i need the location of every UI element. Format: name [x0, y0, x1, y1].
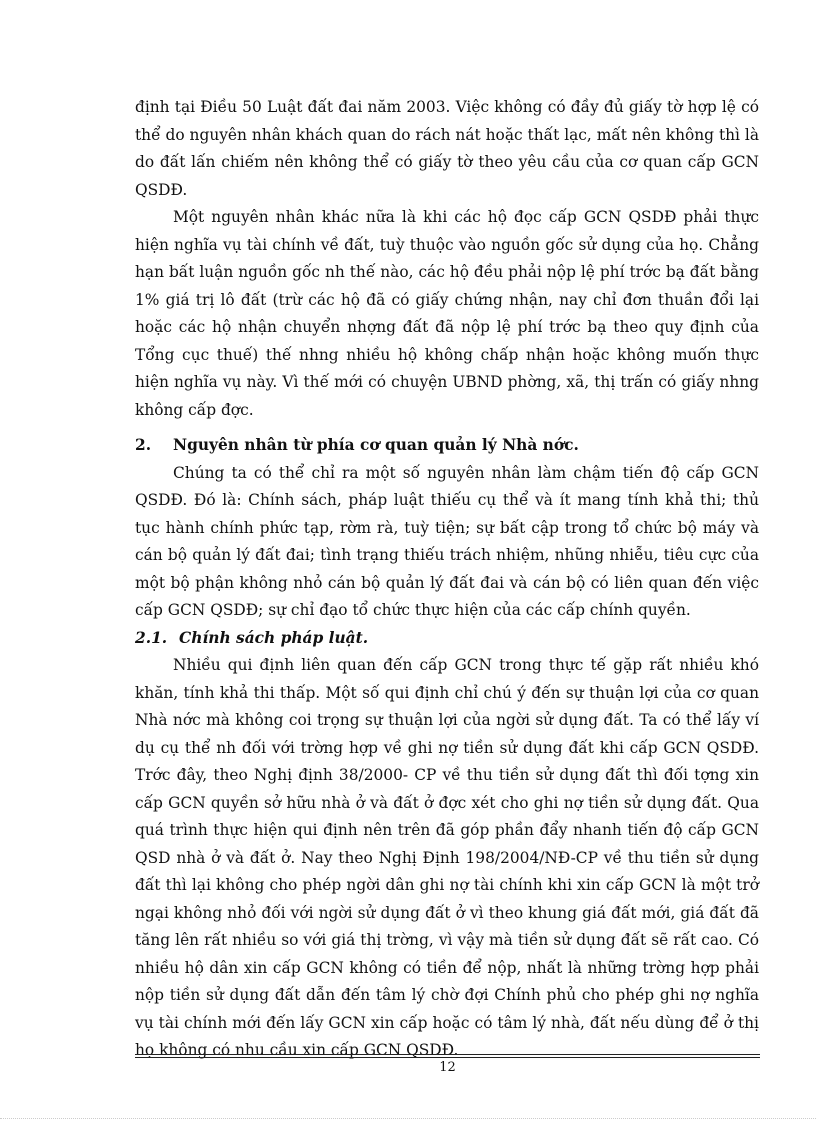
- paragraph-state-causes: Chúng ta có thể chỉ ra một số nguyên nhân làm chậm tiến độ cấp GCN QSDĐ. Đó là: Chính sách, pháp luật thiếu cụ thể và ít mang tính khả thi; thủ tục hành chính phức tạp, rờm rà, tuỳ tiện; sự bất cập trong tổ chức bộ máy và cán bộ quản lý đất đai; tình trạng thiếu trách nhiệm, nhũng nhiễu, tiêu cực của một bộ phận không nhỏ cán bộ quản lý đất đai và cán bộ có liên quan đến việc cấp GCN QSDĐ; sự chỉ đạo tổ chức thực hiện của các cấp chính quyền.: [135, 463, 759, 619]
- section-number: 2.: [135, 436, 152, 454]
- subsection-number: 2.1.: [135, 628, 168, 647]
- paragraph-continuation: định tại Điều 50 Luật đất đai năm 2003. Việc không có đầy đủ giấy tờ hợp lệ có thể do nguyên nhân khách quan do rách nát hoặc thất lạc, mất nên không thì là do đất lấn chiếm nên không thể có giấy tờ theo yêu cầu của cơ quan cấp GCN QSDĐ.: [135, 98, 759, 199]
- subsection-heading-2-1: [135, 625, 759, 653]
- paragraph-policy: Nhiều qui định liên quan đến cấp GCN trong thực tế gặp rất nhiều khó khăn, tính khả thi thấp. Một số qui định chỉ chú ý đến sự thuận lợi của cơ quan Nhà nớc mà không coi trọng sự thuận lợi của ngời sử dụng đất. Ta có thể lấy ví dụ cụ thể nh đối với trờng hợp về ghi nợ tiền sử dụng đất khi cấp GCN QSDĐ. Trớc đây, theo Nghị định 38/2000- CP về thu tiền sử dụng đất thì đối tợng xin cấp GCN quyền sở hữu nhà ở và đất ở đợc xét cho ghi nợ tiền sử dụng đất. Qua quá trình thực hiện qui định nên trên đã góp phần đẩy nhanh tiến độ cấp GCN QSD nhà ở và đất ở. Nay theo Nghị Định 198/2004/NĐ-CP về thu tiền sử dụng đất thì lại không cho phép ngời dân ghi nợ tài chính khi xin cấp GCN là một trở ngại không nhỏ đối với ngời sử dụng đất ở vì theo khung giá đất mới, giá đất đã tăng lên rất nhiều so với giá thị trờng, vì vậy mà tiền sử dụng đất sẽ rất cao. Có nhiều hộ dân xin cấp GCN không có tiền để nộp, nhất là những trờng hợp phải nộp tiền sử dụng đất dẫn đến tâm lý chờ đợi Chính phủ cho phép ghi nợ nghĩa vụ tài chính mới đến lấy GCN xin cấp hoặc có tâm lý nhà, đất nếu dùng để ở thị họ không có nhu cầu xin cấp GCN QSDĐ.: [135, 656, 759, 1059]
- paragraph-financial-obligation: Một nguyên nhân khác nữa là khi các hộ đọc cấp GCN QSDĐ phải thực hiện nghĩa vụ tài chính về đất, tuỳ thuộc vào nguồn gốc sử dụng của họ. Chẳng hạn bất luận nguồn gốc nh thế nào, các hộ đều phải nộp lệ phí trớc bạ đất bằng 1% giá trị lô đất (trừ các hộ đã có giấy chứng nhận, nay chỉ đơn thuần đổi lại hoặc các hộ nhận chuyển nhợng đất đã nộp lệ phí trớc bạ theo quy định của Tổng cục thuế) thế nhng nhiều hộ không chấp nhận hoặc không muốn thực hiện nghĩa vụ này. Vì thế mới có chuyện UBND phờng, xã, thị trấn có giấy nhng không cấp đợc.: [135, 208, 759, 419]
- page-number: 12: [439, 1060, 456, 1075]
- page-bottom-dotted-line: [0, 1118, 816, 1119]
- footer-divider: [135, 1054, 760, 1058]
- section-heading-2: [135, 432, 759, 460]
- page-body: [135, 94, 759, 1065]
- section-title: Nguyên nhân từ phía cơ quan quản lý Nhà nớc.: [173, 436, 579, 454]
- subsection-title: Chính sách pháp luật.: [179, 628, 369, 647]
